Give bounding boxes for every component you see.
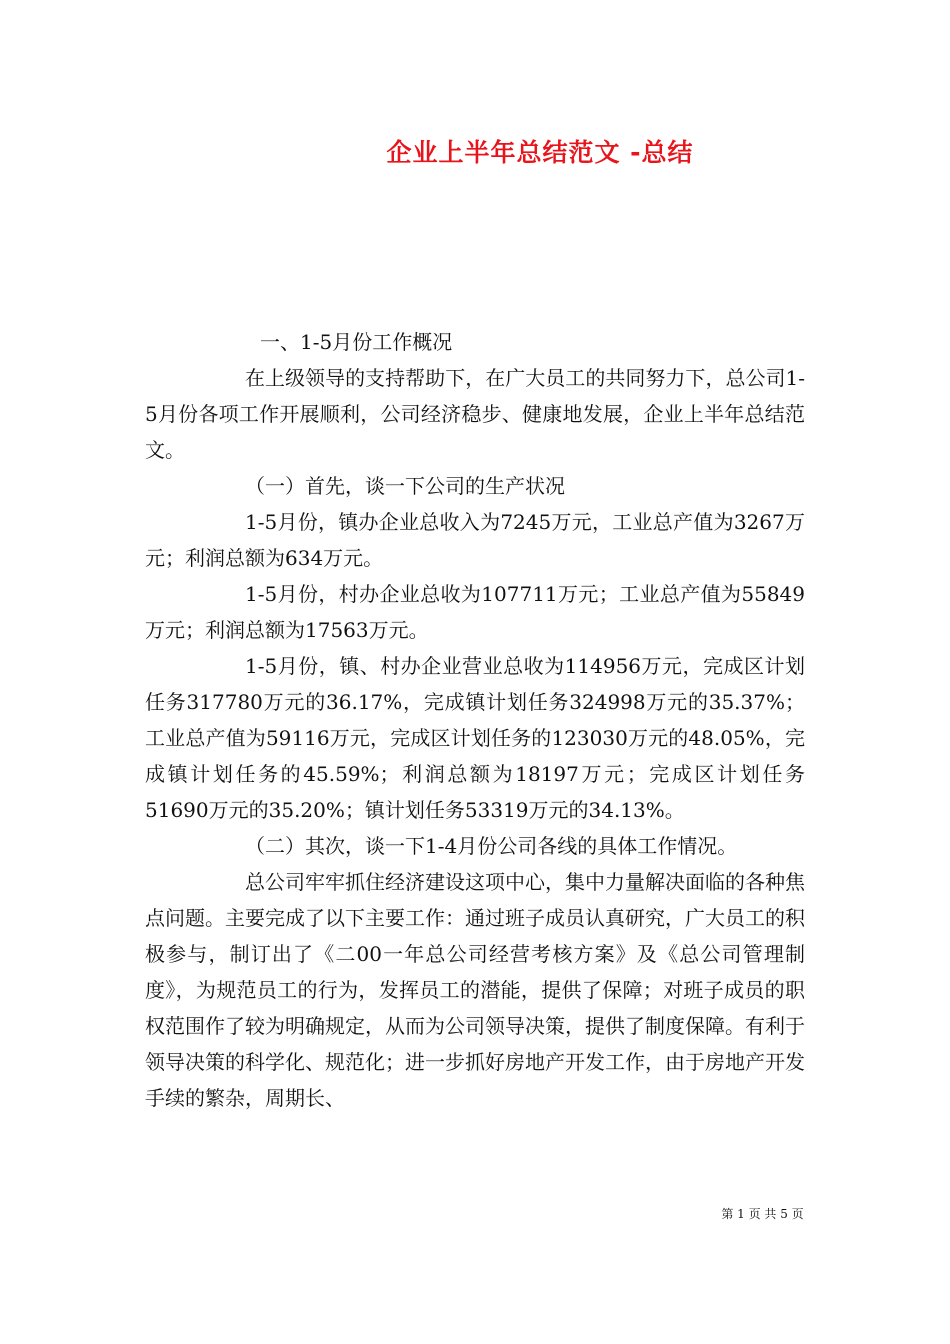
subsection-heading: （二）其次，谈一下1-4月份公司各线的具体工作情况。 [245, 834, 738, 858]
document-body [145, 324, 805, 1116]
body-paragraph: 1-5月份，镇、村办企业营业总收为114956万元，完成区计划任务317780万元的36.17%，完成镇计划任务324998万元的35.37%；工业总产值为59116万元，完成区计划任务的123030万元的48.05%，完成镇计划任务的45.59%；利润总额为18197万元；完成区计划任务51690万元的35.20%；镇计划任务53319万元的34.13%。 [145, 654, 805, 822]
page-number: 第 1 页 共 5 页 [721, 1207, 804, 1221]
body-paragraph: 1-5月份，镇办企业总收入为7245万元，工业总产值为3267万元；利润总额为634万元。 [145, 510, 805, 570]
subsection-heading: （一）首先，谈一下公司的生产状况 [245, 474, 565, 498]
document-title: 企业上半年总结范文 -总结 [386, 138, 694, 167]
body-paragraph: 1-5月份，村办企业总收为107711万元；工业总产值为55849万元；利润总额为17563万元。 [145, 582, 805, 642]
body-paragraph: 在上级领导的支持帮助下，在广大员工的共同努力下，总公司1-5月份各项工作开展顺利，公司经济稳步、健康地发展，企业上半年总结范文。 [145, 366, 805, 462]
body-paragraph: 总公司牢牢抓住经济建设这项中心，集中力量解决面临的各种焦点问题。主要完成了以下主要工作：通过班子成员认真研究，广大员工的积极参与，制订出了《二00一年总公司经营考核方案》及《总公司管理制度》，为规范员工的行为，发挥员工的潜能，提供了保障；对班子成员的职权范围作了较为明确规定，从而为公司领导决策，提供了制度保障。有利于领导决策的科学化、规范化；进一步抓好房地产开发工作，由于房地产开发手续的繁杂，周期长、 [145, 870, 805, 1110]
section-heading: 一、1-5月份工作概况 [260, 330, 453, 354]
